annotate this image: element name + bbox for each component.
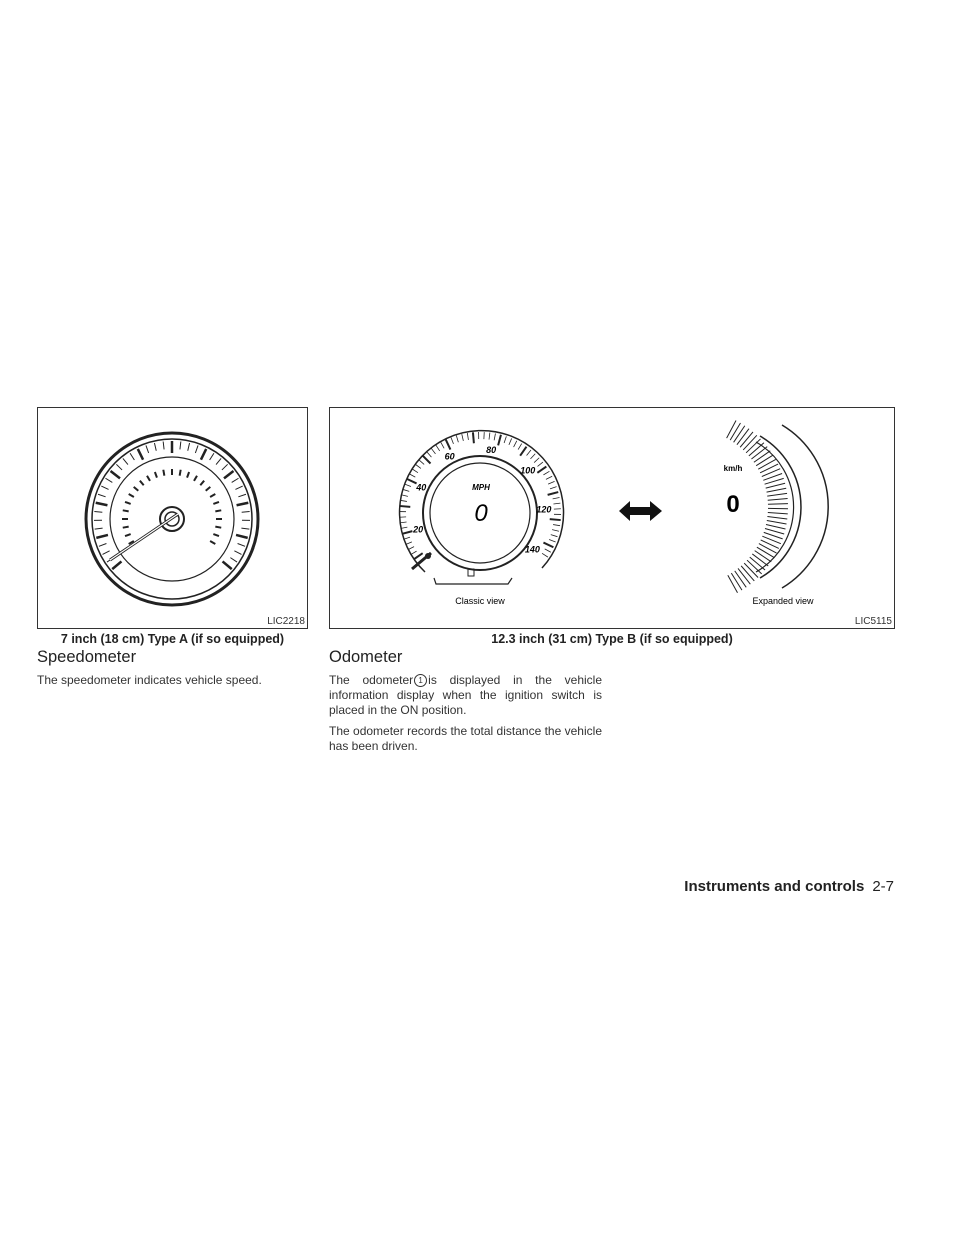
- gauge-tick: [754, 451, 770, 462]
- meter-display-illustration: [330, 408, 894, 628]
- gauge-tick: [111, 471, 120, 478]
- figure-code: LIC2218: [267, 616, 305, 627]
- gauge-tick: [412, 469, 418, 473]
- gauge-tick: [441, 442, 444, 448]
- gauge-tick: [403, 489, 410, 491]
- gauge-tick: [550, 487, 557, 489]
- gauge-tick: [768, 498, 788, 500]
- gauge-tick: [112, 561, 121, 569]
- gauge-tick: [751, 447, 767, 459]
- gauge-tick: [504, 436, 506, 443]
- gauge-tick: [553, 525, 560, 526]
- gauge-tick: [548, 481, 554, 484]
- odometer-paragraph: [329, 673, 602, 718]
- gauge-tick: [223, 561, 232, 569]
- gauge-tick: [188, 443, 190, 451]
- gauge-tick: [768, 512, 788, 513]
- gauge-tick: [467, 433, 468, 440]
- gauge-tick: [401, 495, 408, 497]
- gauge-tick: [494, 433, 495, 440]
- scale-label: 80: [486, 444, 497, 455]
- gauge-tick: [768, 504, 788, 505]
- gauge-tick: [514, 441, 517, 447]
- gauge-tick: [756, 455, 773, 466]
- scale-label: 120: [536, 504, 552, 515]
- gauge-tick: [224, 471, 233, 478]
- gauge-tick: [543, 543, 553, 548]
- gauge-tick: [213, 534, 219, 536]
- gauge-tick: [509, 438, 512, 444]
- gauge-tick: [728, 575, 738, 592]
- gauge-tick: [404, 484, 411, 487]
- gauge-tick: [534, 458, 539, 463]
- gauge-tick: [147, 476, 150, 481]
- gauge-tick: [99, 544, 106, 547]
- gauge-tick: [414, 553, 423, 559]
- gauge-tick: [766, 525, 785, 529]
- speedometer-description: The speedometer indicates vehicle speed.: [37, 673, 262, 687]
- gauge-tick: [755, 551, 772, 562]
- classic-unit-label: MPH: [472, 483, 490, 492]
- gauge-tick: [215, 527, 221, 528]
- gauge-tick: [473, 432, 474, 443]
- gauge-tick: [238, 544, 245, 547]
- gauge-tick: [431, 448, 435, 454]
- expanded-speed-value: 0: [726, 491, 740, 518]
- gauge-tick: [750, 557, 765, 570]
- gauge-tick: [408, 547, 414, 550]
- gauge-tick: [743, 435, 757, 450]
- gauge-tick: [550, 519, 561, 520]
- gauge-tick: [402, 531, 413, 534]
- gauge-tick: [766, 483, 785, 488]
- gauge-tick: [527, 450, 531, 455]
- gauge-tick: [758, 459, 775, 469]
- gauge-tick: [123, 527, 129, 528]
- gauge-tick: [545, 549, 551, 552]
- classic-view-label: Classic view: [455, 596, 505, 606]
- gauge-tick: [530, 454, 535, 459]
- gauge-tick: [236, 535, 248, 538]
- gauge-tick: [163, 470, 164, 476]
- gauge-tick: [749, 443, 764, 456]
- gauge-tick: [116, 464, 122, 470]
- gauge-tick: [234, 551, 241, 555]
- figure-type-b: [329, 407, 895, 629]
- gauge-tick: [95, 528, 103, 529]
- gauge-tick: [187, 472, 189, 478]
- gauge-tick: [125, 534, 131, 536]
- gauge-tick: [163, 442, 164, 450]
- gauge-tick: [232, 478, 239, 482]
- section-title: Instruments and controls: [684, 878, 865, 895]
- scale-label: 20: [413, 524, 424, 535]
- gauge-tick: [210, 453, 214, 460]
- gauge-tick: [130, 453, 134, 460]
- gauge-tick: [746, 439, 760, 453]
- scale-label: 40: [416, 482, 427, 493]
- gauge-tick: [767, 521, 787, 524]
- figure-code: LIC5115: [854, 616, 892, 627]
- page-footer: [684, 878, 894, 895]
- expanded-view-label: Expanded view: [752, 596, 814, 606]
- gauge-tick: [242, 512, 250, 513]
- odometer-text-after: is displayed in the vehicle information display when the ignition switch is placed in the ON position.: [329, 673, 602, 717]
- figure-type-a: [37, 407, 308, 629]
- gauge-tick: [123, 458, 128, 464]
- gauge-tick: [419, 460, 424, 465]
- gauge-tick: [409, 474, 415, 477]
- gauge-tick: [446, 440, 451, 450]
- gauge-tick: [744, 563, 758, 577]
- gauge-tick: [498, 435, 501, 446]
- gauge-tick: [134, 487, 139, 491]
- gauge-tick: [537, 467, 546, 473]
- gauge-tick: [738, 568, 750, 584]
- gauge-tick: [96, 503, 108, 505]
- odometer-heading: Odometer: [329, 648, 403, 666]
- gauge-tick: [241, 528, 249, 529]
- gauge-tick: [94, 512, 102, 513]
- gauge-tick: [195, 445, 198, 453]
- gauge-tick: [451, 437, 454, 444]
- gauge-tick: [427, 452, 432, 457]
- gauge-tick: [767, 517, 787, 519]
- gauge-tick: [180, 470, 181, 476]
- gauge-tick: [222, 464, 228, 470]
- classic-view-gauge: [399, 431, 564, 606]
- gauge-tick: [180, 442, 181, 450]
- gauge-tick: [553, 503, 560, 504]
- gauge-tick: [737, 429, 749, 445]
- gauge-tick: [546, 476, 552, 479]
- gauge-tick: [734, 426, 745, 443]
- gauge-tick: [123, 510, 129, 511]
- gauge-tick: [727, 420, 736, 438]
- gauge-tick: [194, 476, 197, 481]
- gauge-tick: [730, 423, 740, 440]
- figure-caption: 7 inch (18 cm) Type A (if so equipped): [60, 632, 285, 646]
- gauge-tick: [747, 560, 762, 574]
- gauge-tick: [731, 573, 742, 590]
- gauge-tick: [230, 558, 237, 562]
- gauge-tick: [125, 502, 131, 504]
- gauge-tick: [98, 494, 106, 497]
- gauge-tick: [407, 479, 417, 484]
- double-arrow-icon: [619, 501, 662, 521]
- gauge-tick: [765, 528, 784, 534]
- gauge-tick: [543, 471, 549, 475]
- gauge-tick: [518, 444, 522, 450]
- gauge-tick: [767, 493, 787, 496]
- gauge-tick: [757, 547, 774, 557]
- gauge-tick: [462, 434, 464, 441]
- gauge-tick: [549, 540, 556, 543]
- gauge-tick: [235, 486, 242, 489]
- gauge-tick: [542, 553, 548, 557]
- expanded-view-gauge: [724, 420, 829, 606]
- gauge-tick: [103, 551, 110, 555]
- gauge-tick: [520, 447, 526, 456]
- speedometer-gauge-illustration: [38, 408, 307, 628]
- gauge-tick: [405, 542, 411, 545]
- gauge-tick: [215, 510, 221, 511]
- gauge-tick: [423, 456, 431, 464]
- gauge-tick: [761, 540, 779, 548]
- gauge-tick: [105, 478, 112, 482]
- gauge-tick: [101, 486, 108, 489]
- gauge-tick: [767, 488, 787, 492]
- figure-caption: 12.3 inch (31 cm) Type B (if so equipped): [491, 632, 733, 646]
- gauge-tick: [415, 464, 421, 468]
- gauge-tick: [201, 449, 206, 460]
- scale-label: 100: [520, 465, 536, 476]
- gauge-tick: [138, 449, 143, 460]
- gauge-tick: [489, 433, 490, 440]
- speedometer-heading: Speedometer: [37, 648, 137, 666]
- gauge-tick: [548, 492, 559, 495]
- gauge-tick: [238, 494, 246, 497]
- gauge-tick: [237, 503, 249, 505]
- gauge-tick: [154, 443, 156, 451]
- classic-speed-value: 0: [474, 500, 488, 527]
- gauge-tick: [740, 432, 753, 447]
- gauge-tick: [551, 535, 558, 537]
- gauge-tick: [200, 481, 204, 486]
- gauge-tick: [146, 445, 149, 453]
- gauge-tick: [213, 502, 219, 504]
- gauge-tick: [759, 544, 777, 553]
- gauge-tick: [155, 472, 157, 478]
- gauge-tick: [206, 487, 211, 491]
- odometer-text-before: The odometer: [329, 673, 414, 687]
- gauge-tick: [752, 554, 768, 566]
- gauge-tick: [129, 494, 134, 497]
- gauge-tick: [456, 436, 458, 443]
- gauge-tick: [210, 541, 215, 544]
- gauge-tick: [735, 571, 746, 587]
- gauge-tick: [538, 462, 543, 466]
- item-marker-1: 1: [414, 674, 427, 687]
- gauge-tick: [552, 530, 559, 532]
- gauge-tick: [96, 535, 108, 538]
- scale-label: 140: [524, 544, 540, 555]
- gauge-tick: [436, 445, 440, 451]
- gauge-tick: [399, 506, 410, 507]
- gauge-tick: [210, 494, 215, 497]
- odometer-paragraph: The odometer records the total distance the vehicle has been driven.: [329, 724, 602, 753]
- page-number: 2-7: [872, 878, 894, 895]
- gauge-tick: [216, 458, 221, 464]
- gauge-tick: [760, 464, 778, 473]
- gauge-tick: [553, 498, 560, 499]
- expanded-unit-label: km/h: [723, 464, 743, 473]
- scale-label: 60: [444, 451, 455, 462]
- gauge-tick: [140, 481, 144, 486]
- gauge-tick: [741, 566, 754, 581]
- gauge-tick: [411, 551, 417, 555]
